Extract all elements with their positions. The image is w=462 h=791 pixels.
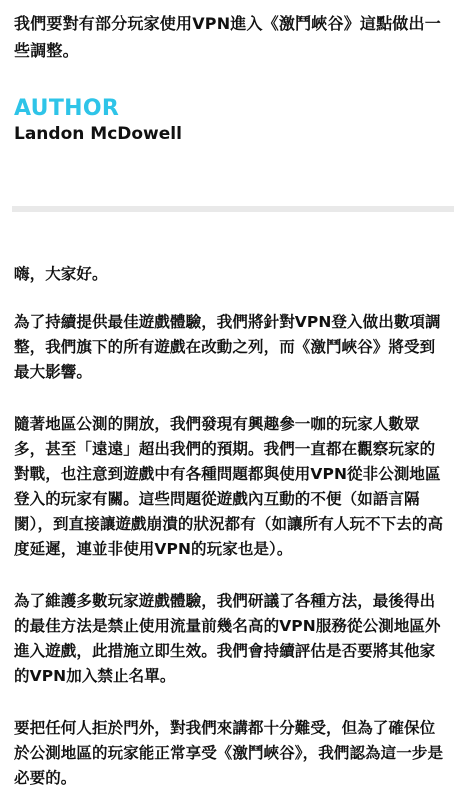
- section-divider: [12, 206, 454, 212]
- paragraph-2: 隨著地區公測的開放，我們發現有興趣參一咖的玩家人數眾多，甚至「遠遠」超出我們的預期。我們一直都在觀察玩家的對戰，也注意到遊戲中有各種問題都與使用VPN從非公測地區登入的玩家有關。這些問題從遊戲內互動的不便（如語言隔閡），到直接讓遊戲崩潰的狀況都有（如讓所有人玩不下去的高度延遲，連並非使用VPN的玩家也是）。: [14, 415, 444, 558]
- paragraph-4: 要把任何人拒於門外，對我們來講都十分難受，但為了確保位於公測地區的玩家能正常享受《激鬥峽谷》，我們認為這一步是必要的。: [14, 719, 444, 787]
- author-name: Landon McDowell: [14, 124, 182, 144]
- author-label: AUTHOR: [14, 96, 120, 121]
- paragraph-greeting: 嗨，大家好。: [14, 265, 108, 283]
- paragraph-3: 為了維護多數玩家遊戲體驗，我們研議了各種方法，最後得出的最佳方法是禁止使用流量前幾名高的VPN服務從公測地區外進入遊戲，此措施立即生效。我們會持續評估是否要將其他家的VPN加入禁止名單。: [14, 592, 441, 685]
- article-title: 我們要對有部分玩家使用VPN進入《激鬥峽谷》這點做出一些調整。: [14, 14, 441, 60]
- paragraph-1: 為了持續提供最佳遊戲體驗，我們將針對VPN登入做出數項調整，我們旗下的所有遊戲在改動之列，而《激鬥峽谷》將受到最大影響。: [14, 313, 441, 381]
- article-body: [14, 262, 448, 791]
